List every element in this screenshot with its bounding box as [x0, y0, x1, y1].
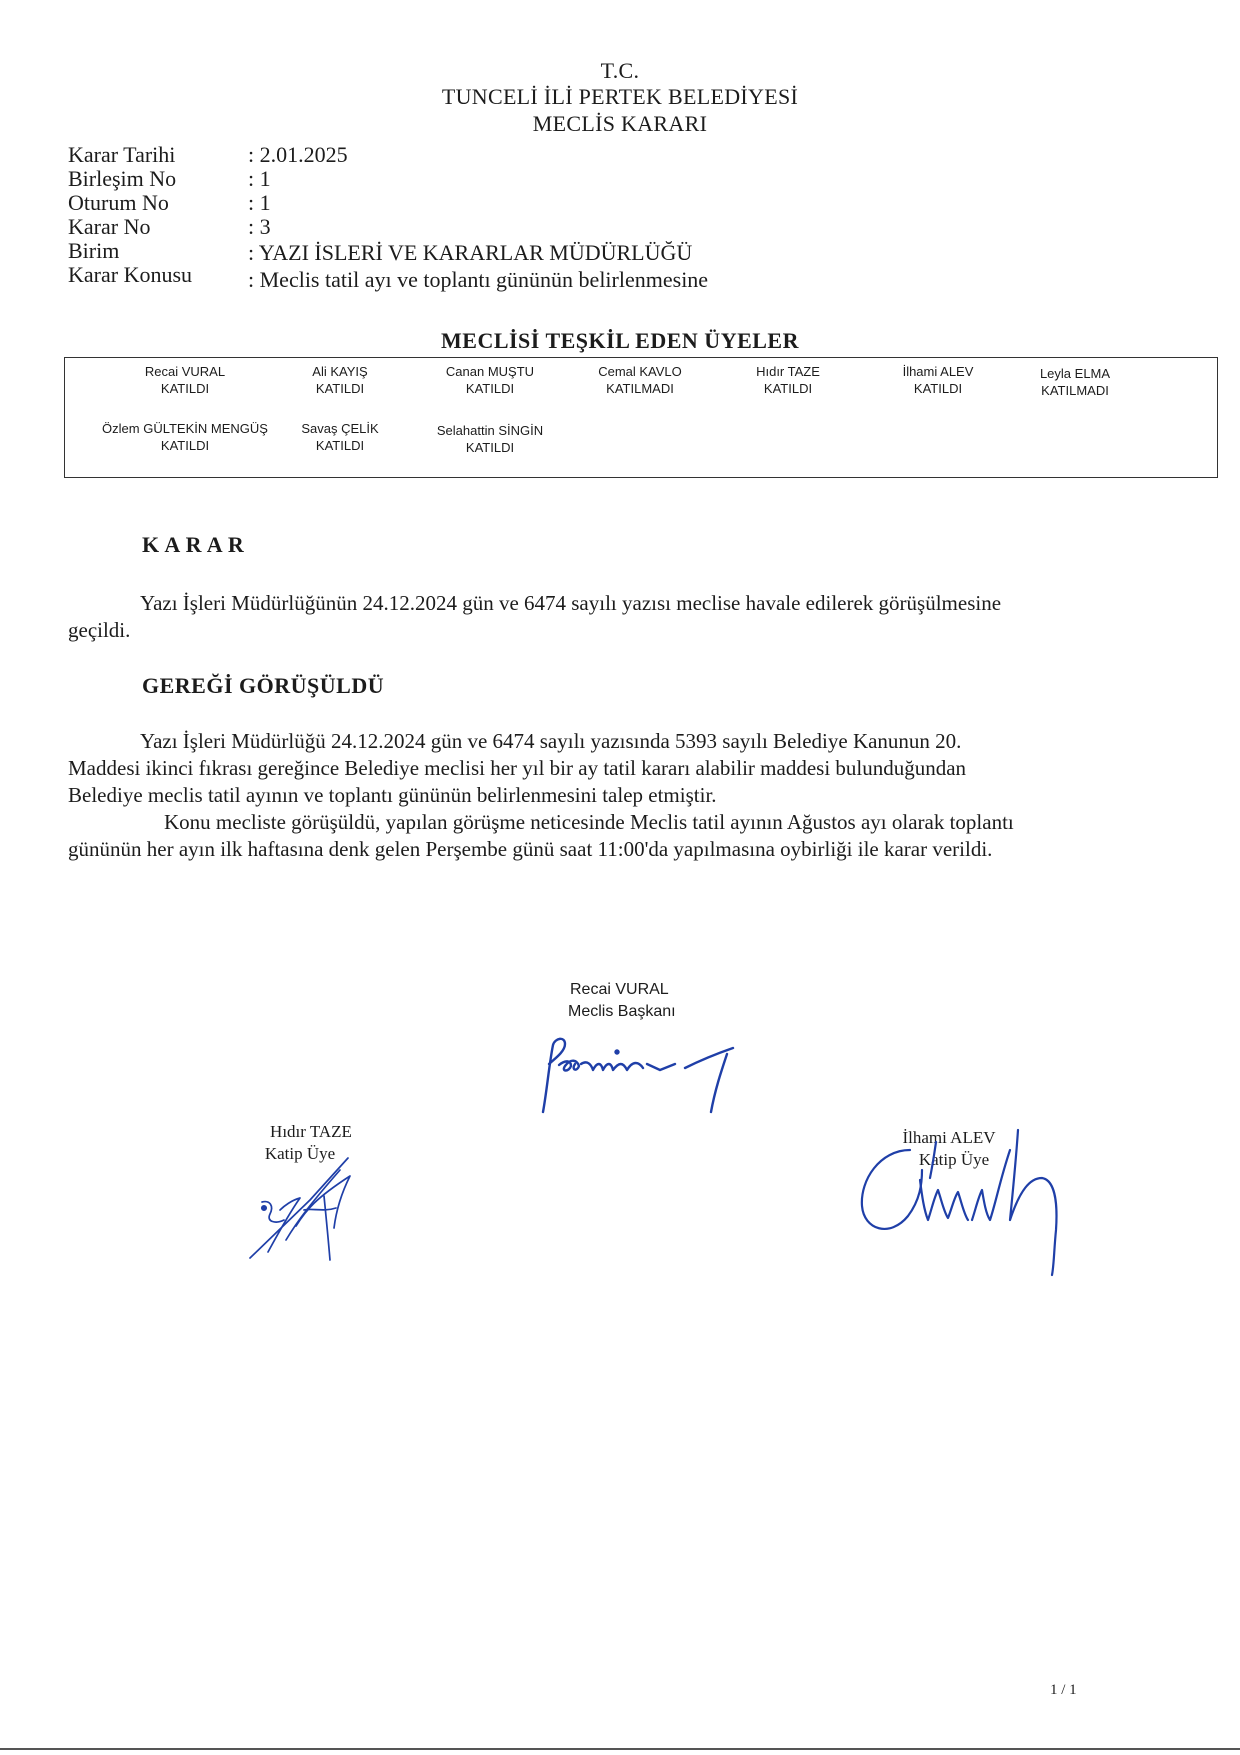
- president-title: Meclis Başkanı: [568, 1003, 676, 1020]
- geregi-paragraph: [68, 728, 1180, 863]
- member-entry: [100, 363, 270, 397]
- member-status: KATILDI: [763, 381, 813, 396]
- president-signature: [535, 1020, 805, 1120]
- meta-label-subject: Karar Konusu: [68, 262, 193, 287]
- geregi-line: gününün her ayın ilk haftasına denk gelen Perşembe günü saat 11:00'da yapılmasına oybirliği ile karar verildi.: [68, 837, 993, 861]
- member-status: KATILDI: [315, 438, 365, 453]
- member-status: KATILDI: [315, 381, 365, 396]
- member-entry: [703, 363, 873, 397]
- karar-paragraph: [68, 590, 1180, 644]
- members-table: [64, 357, 1218, 478]
- geregi-title: GEREĞİ GÖRÜŞÜLDÜ: [142, 673, 385, 698]
- member-status: KATILDI: [913, 381, 963, 396]
- meta-label-decision-no: Karar No: [68, 214, 151, 239]
- clerk1-name: Hıdır TAZE: [270, 1122, 352, 1141]
- karar-title: K A R A R: [142, 532, 245, 557]
- member-name: İlhami ALEV: [902, 364, 974, 379]
- municipality-name: TUNCELİ İLİ PERTEK BELEDİYESİ: [441, 84, 799, 109]
- meta-value-date: : 2.01.2025: [248, 142, 348, 167]
- member-status: KATILMADI: [1041, 383, 1109, 398]
- member-entry: [100, 420, 270, 454]
- member-entry: [405, 363, 575, 397]
- member-name: Leyla ELMA: [1039, 366, 1111, 381]
- member-entry: [255, 420, 425, 454]
- member-status: KATILMADI: [606, 381, 674, 396]
- clerk1-title: Katip Üye: [264, 1144, 336, 1163]
- meta-value-session: : 1: [248, 166, 271, 191]
- geregi-line: Maddesi ikinci fıkrası gereğince Belediye meclisi her yıl bir ay tatil kararı alabilir maddesi bulunduğundan: [68, 756, 967, 780]
- page-bottom-edge: [0, 1748, 1240, 1750]
- member-status: KATILDI: [160, 381, 210, 396]
- clerk2-title: Katip Üye: [918, 1150, 990, 1169]
- meta-label-session: Birleşim No: [68, 166, 177, 191]
- meta-label-sitting: Oturum No: [68, 190, 169, 215]
- president-name: Recai VURAL: [570, 981, 669, 998]
- member-name: Canan MUŞTU: [445, 364, 535, 379]
- member-entry: [255, 363, 425, 397]
- clerk2-name: İlhami ALEV: [902, 1128, 996, 1147]
- member-name: Hıdır TAZE: [756, 364, 820, 379]
- member-entry: [405, 422, 575, 456]
- member-entry: [555, 363, 725, 397]
- member-name: Recai VURAL: [144, 364, 226, 379]
- meta-value-subject: : Meclis tatil ayı ve toplantı gününün belirlenmesine: [248, 267, 709, 292]
- members-title: MECLİSİ TEŞKİL EDEN ÜYELER: [441, 328, 799, 353]
- member-name: Ali KAYIŞ: [312, 364, 368, 379]
- document-type: MECLİS KARARI: [532, 111, 708, 136]
- member-status: KATILDI: [465, 381, 515, 396]
- header-tc: T.C.: [600, 58, 640, 83]
- meta-value-sitting: : 1: [248, 190, 271, 215]
- karar-line: Yazı İşleri Müdürlüğünün 24.12.2024 gün ve 6474 sayılı yazısı meclise havale edilerek görüşülmesine: [140, 591, 1002, 615]
- geregi-line: Yazı İşleri Müdürlüğü 24.12.2024 gün ve 6474 sayılı yazısında 5393 sayılı Belediye Kanunun 20.: [140, 729, 962, 753]
- meta-value-unit: : YAZI İSLERİ VE KARARLAR MÜDÜRLÜĞÜ: [248, 240, 693, 265]
- clerk1-signature: [240, 1140, 380, 1270]
- karar-line: geçildi.: [68, 618, 131, 642]
- member-status: KATILDI: [465, 440, 515, 455]
- meta-label-date: Karar Tarihi: [68, 142, 176, 167]
- clerk2-signature: [850, 1120, 1080, 1280]
- member-name: Savaş ÇELİK: [301, 421, 379, 436]
- member-name: Cemal KAVLO: [598, 364, 682, 379]
- meta-value-decision-no: : 3: [248, 214, 271, 239]
- member-name: Özlem GÜLTEKİN MENGÜŞ: [102, 421, 268, 436]
- member-name: Selahattin SİNGİN: [436, 423, 544, 438]
- meta-label-unit: Birim: [68, 238, 120, 263]
- geregi-line: Belediye meclis tatil ayının ve toplantı gününün belirlenmesini talep etmiştir.: [68, 783, 717, 807]
- member-status: KATILDI: [160, 438, 210, 453]
- member-entry: [990, 365, 1160, 399]
- page-number: 1 / 1: [1050, 1682, 1077, 1698]
- geregi-line: Konu mecliste görüşüldü, yapılan görüşme neticesinde Meclis tatil ayının Ağustos ayı olarak toplantı: [164, 810, 1014, 834]
